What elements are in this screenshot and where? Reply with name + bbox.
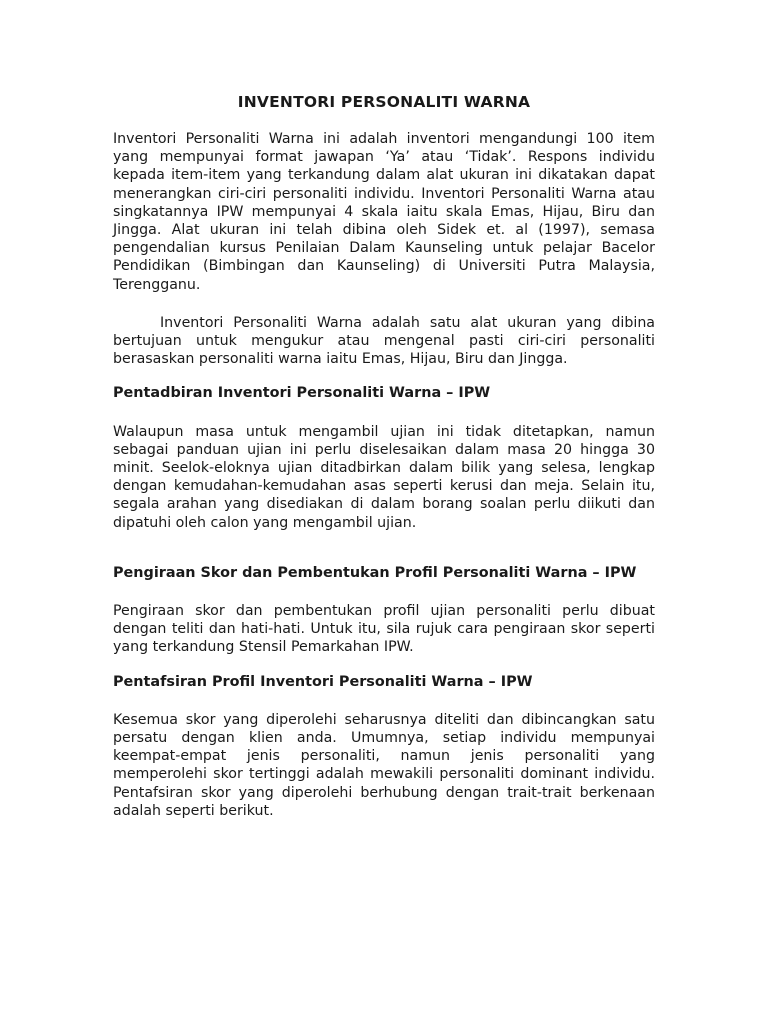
section-heading-pengiraan: Pengiraan Skor dan Pembentukan Profil Personaliti Warna – IPW — [113, 564, 637, 581]
pengiraan-paragraph: Pengiraan skor dan pembentukan profil ujian personaliti perlu dibuat dengan teliti dan hati-hati. Untuk itu, sila rujuk cara pengiraan skor seperti yang terkandung Stensil Pemarkahan IPW. — [113, 603, 655, 656]
document-title: INVENTORI PERSONALITI WARNA — [237, 93, 531, 111]
intro-paragraph: Inventori Personaliti Warna ini adalah inventori mengandungi 100 item yang mempunyai format jawapan ‘Ya’ atau ‘Tidak’. Respons individu kepada item-item yang terkandung dalam alat ukuran ini dikatakan dapat menerangkan ciri-ciri personaliti individu. Inventori Personaliti Warna atau singkatannya IPW mempunyai 4 skala iaitu skala Emas, Hijau, Biru dan Jingga. Alat ukuran ini telah dibina oleh Sidek et. al (1997), semasa pengendalian kursus Penilaian Dalam Kaunseling untuk pelajar Bacelor Pendidikan (Bimbingan dan Kaunseling) di Universiti Putra Malaysia, Terengganu. — [113, 131, 655, 293]
definition-paragraph: Inventori Personaliti Warna adalah satu alat ukuran yang dibina bertujuan untuk mengukur atau mengenal pasti ciri-ciri personaliti berasaskan personaliti warna iaitu Emas, Hijau, Biru dan Jingga. — [113, 314, 655, 368]
section-heading-pentadbiran: Pentadbiran Inventori Personaliti Warna – IPW — [113, 385, 491, 402]
document-page — [113, 93, 655, 820]
pentadbiran-paragraph: Walaupun masa untuk mengambil ujian ini tidak ditetapkan, namun sebagai panduan ujian ini perlu diselesaikan dalam masa 20 hingga 30 minit. Seelok-eloknya ujian ditadbirkan dalam bilik yang selesa, lengkap dengan kemudahan-kemudahan asas seperti kerusi dan meja. Selain itu, segala arahan yang disediakan di dalam borang soalan perlu diikuti dan dipatuhi oleh calon yang mengambil ujian. — [113, 423, 655, 531]
section-heading-pentafsiran: Pentafsiran Profil Inventori Personaliti Warna – IPW — [113, 673, 533, 690]
pentafsiran-paragraph: Kesemua skor yang diperolehi seharusnya diteliti dan dibincangkan satu persatu dengan klien anda. Umumnya, setiap individu mempunyai keempat-empat jenis personaliti, namun jenis personaliti yang memperolehi skor tertinggi adalah mewakili personaliti dominant individu. Pentafsiran skor yang diperolehi berhubung dengan trait-trait berkenaan adalah seperti berikut. — [113, 711, 655, 819]
